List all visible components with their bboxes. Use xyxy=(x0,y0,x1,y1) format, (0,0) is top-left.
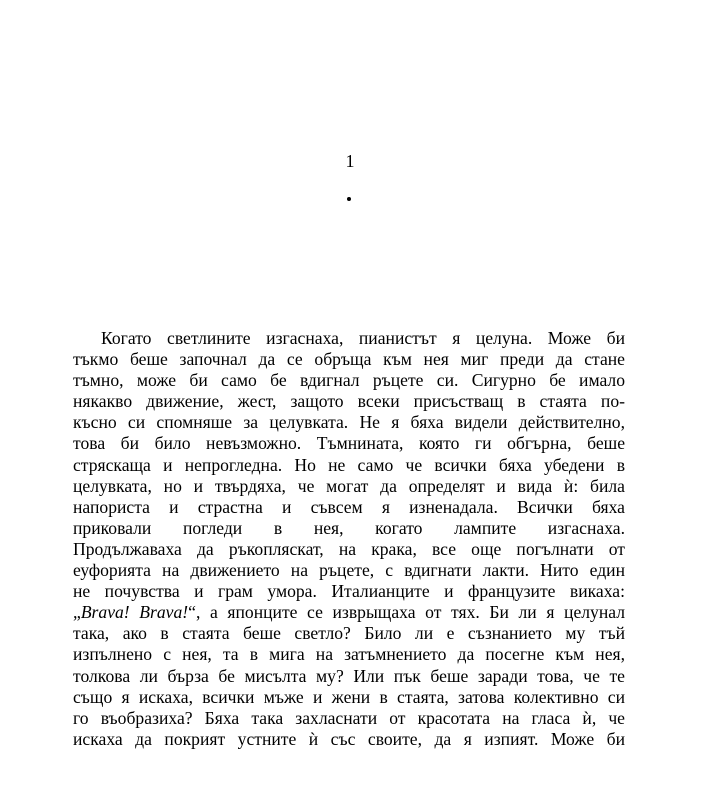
text-line: не почувства и грам умора. Италианците и французите викаха: xyxy=(73,581,625,602)
text-line: някакво движение, жест, защото всеки присъстващ в стаята по- xyxy=(73,391,625,412)
text-line: го въобразиха? Бяха така захласнати от красотата на гласа ѝ, че xyxy=(73,707,625,728)
italic-exclamation: Brava! Brava! xyxy=(80,602,189,623)
text-line: Когато светлините изгаснаха, пианистът я целуна. Може би xyxy=(101,328,625,348)
open-quote: „ xyxy=(73,602,81,623)
text-line: Продължаваха да ръкопляскат, на крака, все още погълнати от xyxy=(73,538,625,559)
text-line: еуфорията на движението на ръцете, с вдигнати лакти. Нито един xyxy=(73,560,625,581)
text-line: толкова ли бърза бе мисълта му? Или пък беше заради това, че те xyxy=(73,665,625,686)
text-line: тъкмо беше започнал да се обръща към нея миг преди да стане xyxy=(73,349,625,370)
text-line: искаха да покрият устните ѝ със своите, да я изпият. Може би xyxy=(73,728,625,749)
text-line: стряскаща и непрогледна. Но не само че всички бяха убедени в xyxy=(73,454,625,475)
text-line: тъмно, може би само бе вдигнал ръцете си. Сигурно бе имало xyxy=(73,370,625,391)
text-line: напориста и страстна и съвсем я изненадала. Всички бяха xyxy=(73,496,625,517)
chapter-number: 1 xyxy=(345,151,355,171)
chapter-separator-dot xyxy=(347,197,351,201)
text-line: приковали погледи в нея, когато лампите изгаснаха. xyxy=(73,517,625,538)
text-line: целувката, но и твърдяха, че могат да определят и вида ѝ: била xyxy=(73,475,625,496)
text-line-rest: “, а японците се изврыщаха от тях. Би ли я целунал xyxy=(188,602,625,623)
text-line: така, ако в стаята беше светло? Било ли е съзнанието му тъй xyxy=(73,623,625,644)
text-line: това би било невъзможно. Тъмнината, която ги обгърна, беше xyxy=(73,433,625,454)
text-line xyxy=(73,602,625,623)
body-paragraph xyxy=(73,328,625,750)
text-line: късно си спомняше за целувката. Не я бяха видели действително, xyxy=(73,412,625,433)
text-line: също я искаха, всички мъже и жени в стаята, затова колективно си xyxy=(73,686,625,707)
text-line: изпълнено с нея, та в мига на затъмнението да посегне към нея, xyxy=(73,644,625,665)
